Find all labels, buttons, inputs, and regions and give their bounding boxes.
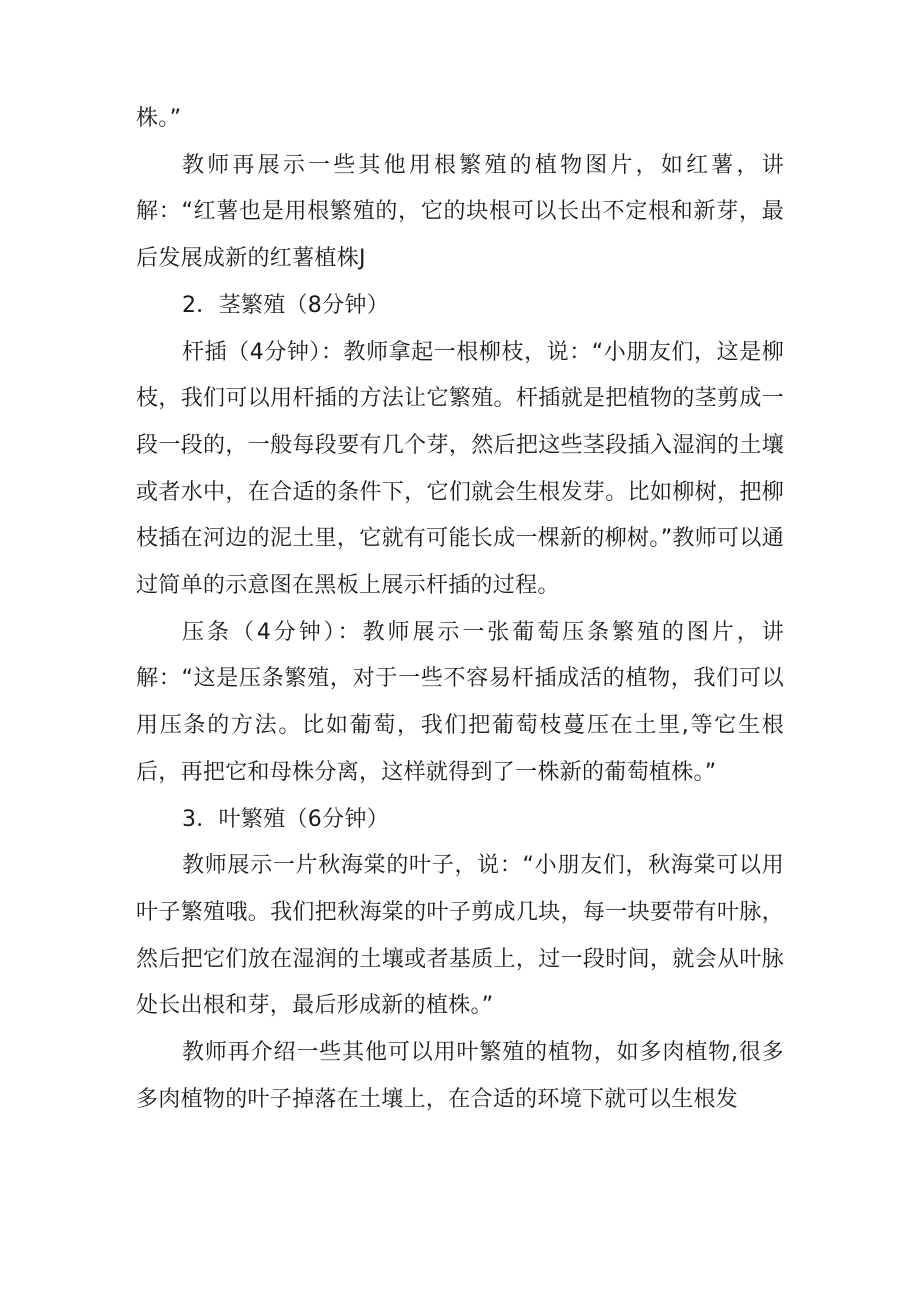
section-heading-leaf-propagation: 3．叶繁殖（6分钟）: [182, 806, 389, 832]
paragraph-cutting: 杆插（4分钟）：教师拿起一根柳枝，说：“小朋友们，这是柳枝，我们可以用杆插的方法让它繁殖。杆插就是把植物的茎剪成一段一段的，一般每段要有几个芽，然后把这些茎段插入湿润的土壤或者水中，在合适的条件下，它们就会生根发芽。比如柳树，把柳枝插在河边的泥土里，它就有可能长成一棵新的柳树。”教师可以通过简单的示意图在黑板上展示杆插的过程。: [136, 339, 784, 599]
paragraph-begonia: 教师展示一片秋海棠的叶子，说：“小朋友们，秋海棠可以用叶子繁殖哦。我们把秋海棠的叶子剪成几块，每一块要带有叶脉，然后把它们放在湿润的土壤或者基质上，过一段时间，就会从叶脉处长出根和芽，最后形成新的植株。”: [136, 853, 784, 1019]
paragraph-layering: 压条（4分钟）：教师展示一张葡萄压条繁殖的图片，讲解：“这是压条繁殖，对于一些不容易杆插成活的植物，我们可以用压条的方法。比如葡萄，我们把葡萄枝蔓压在土里,等它生根后，再把它和母株分离，这样就得到了一株新的葡萄植株。”: [136, 619, 784, 785]
section-heading-stem-propagation: 2．茎繁殖（8分钟）: [182, 292, 389, 318]
paragraph-succulents: 教师再介绍一些其他可以用叶繁殖的植物，如多肉植物,很多多肉植物的叶子掉落在土壤上，在合适的环境下就可以生根发: [136, 1040, 784, 1112]
paragraph-1: 株。”: [136, 106, 182, 131]
paragraph-2: 教师再展示一些其他用根繁殖的植物图片，如红薯，讲解：“红薯也是用根繁殖的，它的块根可以长出不定根和新芽，最后发展成新的红薯植株J: [136, 152, 784, 272]
